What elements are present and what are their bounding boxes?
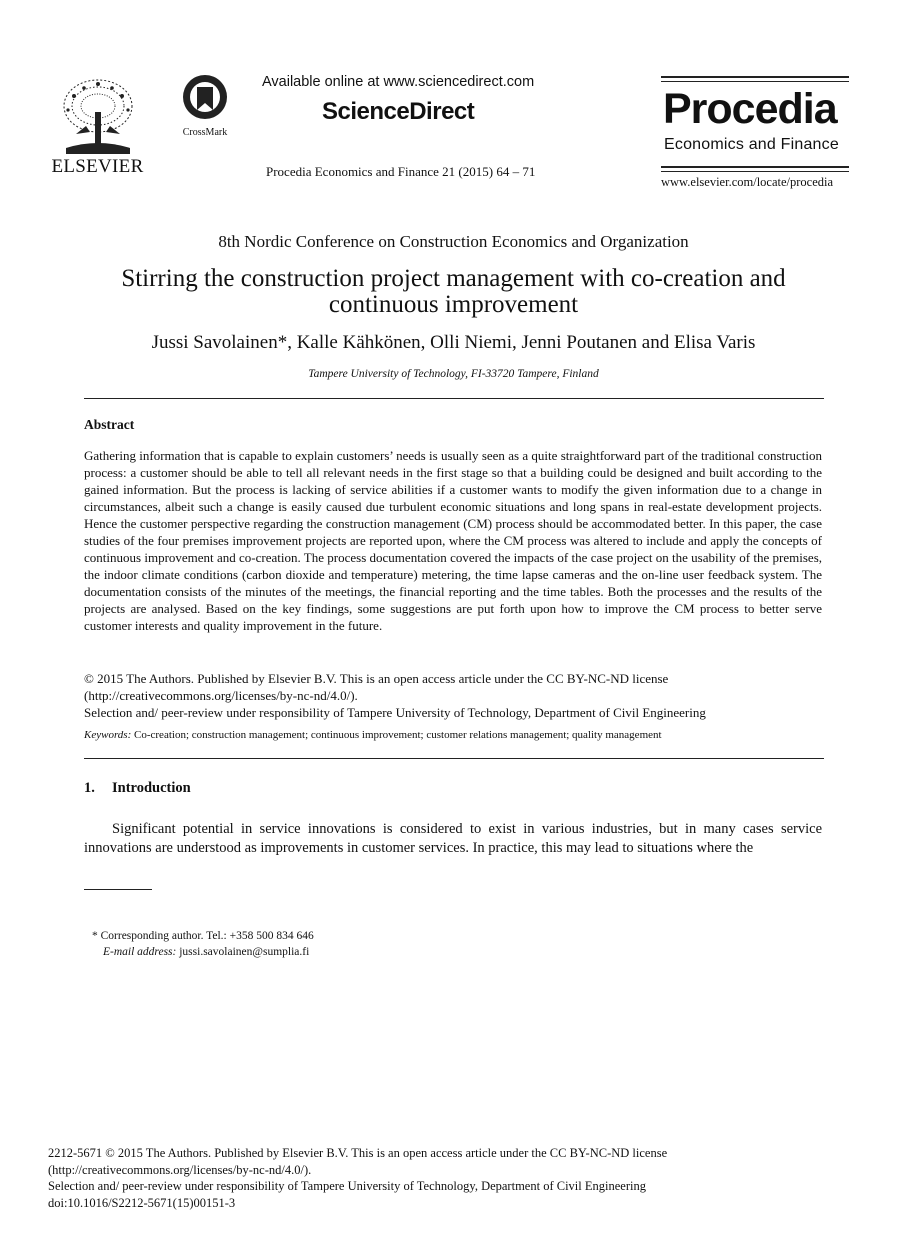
section-title: Introduction [112,780,191,796]
footnote-rule [84,889,152,890]
keywords [84,729,824,741]
crossmark-label: CrossMark [182,127,228,138]
conference-name: 8th Nordic Conference on Construction Economics and Organization [218,232,689,251]
keywords-list: Co-creation; construction management; continuous improvement; customer relations management; quality management [134,729,662,741]
bottom-license-block [48,1145,868,1211]
copyright-line: © 2015 The Authors. Published by Elsevier B.V. This is an open access article under the CC BY-NC-ND license [84,671,669,686]
masthead-rule-bottom-thin [661,171,849,172]
email-note [103,946,309,958]
corresponding-author-note: * Corresponding author. Tel.: +358 500 834 646 [92,930,314,942]
elsevier-logo [50,76,145,176]
abstract-copyright [84,670,824,721]
keywords-label: Keywords: [84,729,132,741]
procedia-title: Procedia [663,85,837,133]
masthead-rule-top [661,76,849,78]
paper-authors: Jussi Savolainen*, Kalle Kähkönen, Olli Niemi, Jenni Poutanen and Elisa Varis [151,332,756,353]
doi[interactable]: doi:10.1016/S2212-5671(15)00151-3 [48,1195,236,1210]
divider [84,398,824,399]
divider [84,758,824,759]
bottom-peer-review: Selection and/ peer-review under responsibility of Tampere University of Technology, Department of Civil Engineering [48,1179,646,1193]
masthead-rule-bottom [661,166,849,168]
abstract-text: Gathering information that is capable to explain customers’ needs is usually seen as a quite straightforward part of the traditional construction process: a customer should be able to tell all relevant needs in the first stage so that a building could be designed and built according to the gained information. But the process is lacking of service abilities if a customer wants to modify the given information due to a change in circumstances, albeit such a change is easily caused due turbulent economic situations and long spans in real-estate development projects. Hence the customer perspective regarding the construction management (CM) process should be accommodated better. In this paper, the case studies of the four premises improvement projects are reported upon, where the CM process was altered to include and apply the concepts of continuous improvement and co-creation. The process documentation covered the impacts of the case project on the usability of the premises, the indoor climate conditions (carbon dioxide and temperature) metering, the time lapse cameras and the on-line user feedback system. The documentation consists of the minutes of the meetings, the financial reporting and the time tables. Both the processes and the results of the projects are analysed. Based on the key findings, some suggestions are put forth upon how to improve the CM process to better serve customer interests and quality improvement in the future. [84,448,822,633]
paper-title: Stirring the construction project management with co-creation and continuous improvement [121,265,786,318]
elsevier-wordmark: ELSEVIER [51,156,144,177]
procedia-subtitle: Economics and Finance [664,136,839,153]
journal-citation: Procedia Economics and Finance 21 (2015) 64 – 71 [266,164,536,179]
procedia-url[interactable]: www.elsevier.com/locate/procedia [661,175,834,189]
section-heading-introduction [84,780,191,797]
issn-copyright: 2212-5671 © 2015 The Authors. Published by Elsevier B.V. This is an open access article under the CC BY-NC-ND license [48,1146,668,1160]
section-number: 1. [84,780,95,796]
introduction-text: Significant potential in service innovations is considered to exist in various industries, but in many cases service innovations are understood as improvements in customer services. In practice, this may lead to situations where the [84,821,822,856]
elsevier-tree-icon [56,76,140,156]
paper-affiliation: Tampere University of Technology, FI-33720 Tampere, Finland [308,368,599,380]
masthead-rule-top-thin [661,81,849,82]
abstract-heading: Abstract [84,417,135,432]
license-link[interactable]: (http://creativecommons.org/licenses/by-nc-nd/4.0/). [84,688,358,703]
email-address[interactable]: jussi.savolainen@sumplia.fi [179,946,310,958]
email-label: E-mail address: [103,946,177,958]
crossmark-badge[interactable] [176,74,234,138]
available-online-text: Available online at www.sciencedirect.com [262,74,535,90]
peer-review-line: Selection and/ peer-review under responsibility of Tampere University of Technology, Department of Civil Engineering [84,705,706,720]
procedia-masthead [661,76,849,194]
bottom-license-link[interactable]: (http://creativecommons.org/licenses/by-nc-nd/4.0/). [48,1162,312,1177]
crossmark-icon [182,74,228,120]
sciencedirect-logo: ScienceDirect [322,98,475,125]
